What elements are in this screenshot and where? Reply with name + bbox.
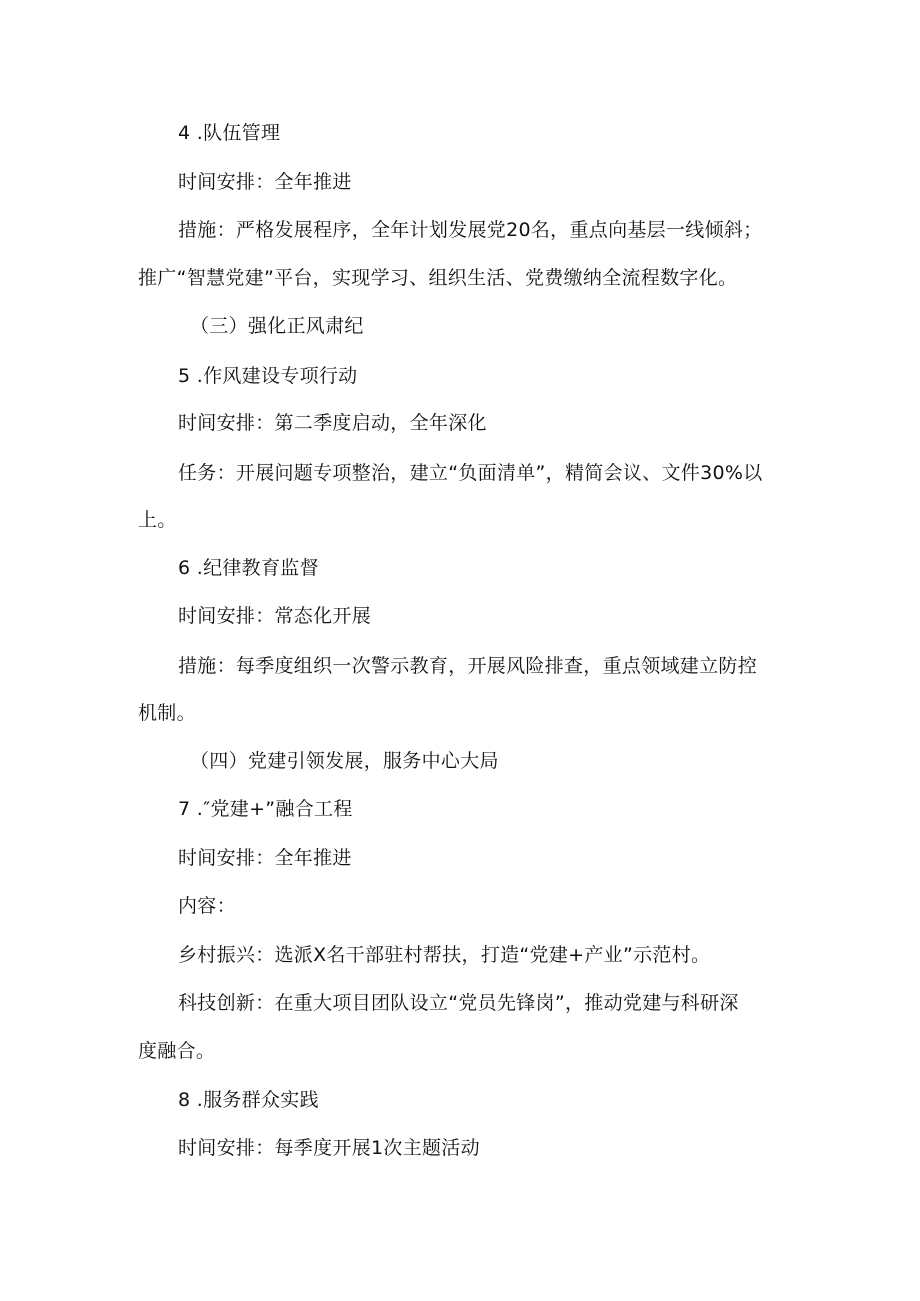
section-heading-team-management: 4 .队伍管理 bbox=[178, 122, 281, 144]
section-heading-integration: 7 .″党建+”融合工程 bbox=[178, 798, 353, 820]
chapter-heading-development: （四）党建引领发展，服务中心大局 bbox=[190, 750, 499, 772]
section-heading-service: 8 .服务群众实践 bbox=[178, 1089, 319, 1111]
schedule-line: 时间安排：常态化开展 bbox=[178, 605, 372, 627]
content-item-tech: 科技创新：在重大项目团队设立“党员先锋岗”，推动党建与科研深 bbox=[178, 992, 739, 1014]
measures-paragraph-line: 机制。 bbox=[138, 702, 196, 724]
content-item-tech: 度融合。 bbox=[138, 1040, 216, 1062]
task-paragraph-line: 上。 bbox=[138, 509, 177, 531]
schedule-line: 时间安排：第二季度启动，全年深化 bbox=[178, 412, 487, 434]
measures-paragraph-line: 推广“智慧党建”平台，实现学习、组织生活、党费缴纳全流程数字化。 bbox=[138, 267, 738, 289]
content-item-rural: 乡村振兴：选派X名干部驻村帮扶，打造“党建+产业”示范村。 bbox=[178, 944, 711, 966]
measures-paragraph-line: 措施：严格发展程序，全年计划发展党20名，重点向基层一线倾斜； bbox=[178, 219, 763, 241]
content-label: 内容： bbox=[178, 895, 236, 917]
schedule-line: 时间安排：每季度开展1次主题活动 bbox=[178, 1137, 480, 1159]
section-heading-work-style: 5 .作风建设专项行动 bbox=[178, 365, 358, 387]
task-paragraph-line: 任务：开展问题专项整治，建立“负面清单”，精简会议、文件30%以 bbox=[178, 462, 763, 484]
schedule-line: 时间安排：全年推进 bbox=[178, 171, 352, 193]
schedule-line: 时间安排：全年推进 bbox=[178, 847, 352, 869]
section-heading-discipline-education: 6 .纪律教育监督 bbox=[178, 557, 319, 579]
chapter-heading-discipline: （三）强化正风肃纪 bbox=[190, 315, 364, 337]
measures-paragraph-line: 措施：每季度组织一次警示教育，开展风险排查，重点领域建立防控 bbox=[178, 655, 758, 677]
